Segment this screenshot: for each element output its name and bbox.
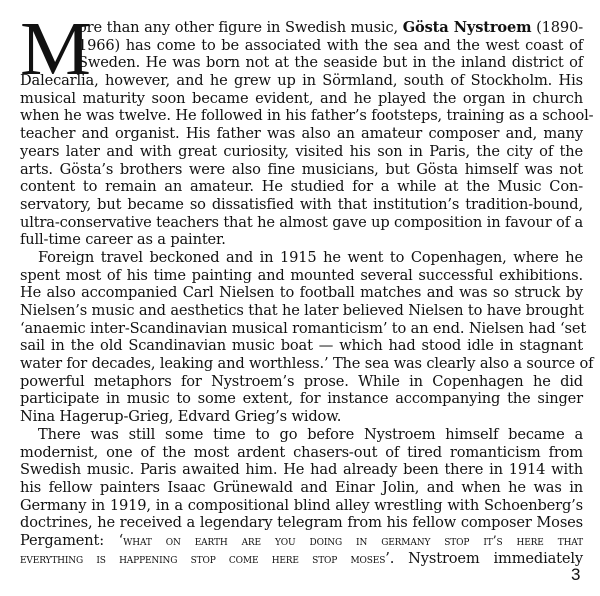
text-line (20, 532, 583, 550)
text-line (20, 196, 583, 214)
text-run: ultra-conservative teachers that he almost gave up composition in favour of a (20, 213, 583, 231)
text-line (20, 355, 594, 373)
telegram-text: what on earth are you doing in germany stop it’s here that (123, 532, 584, 548)
text-line (20, 107, 594, 125)
text-run: ‘anaemic inter-Scandinavian musical romanticism’ to an end. Nielsen had ‘set (20, 319, 587, 337)
text-run: sail in the old Scandinavian music boat — which had stood idle in stagnant (20, 337, 583, 355)
page-number: 3 (571, 565, 581, 584)
text-run: modernist, one of the most ardent chasers-out of tired romanticism from (20, 443, 583, 461)
text-run: Nielsen’s music and aesthetics that he later believed Nielsen to have brought (20, 302, 584, 319)
text-run: Sweden. He was born not at the seaside but in the inland district of (78, 54, 583, 72)
text-run: Pergament: ‘ (20, 531, 124, 549)
text-line (20, 143, 583, 161)
text-line (20, 408, 583, 426)
text-line (20, 497, 583, 515)
text-run: 1966) has come to be associated with the sea and the west coast of (78, 36, 583, 54)
text-run: content to remain an amateur. He studied for a while at the Music Con- (20, 178, 583, 196)
text-line (20, 373, 583, 391)
text-line (20, 479, 583, 497)
text-run: teacher and organist. His father was also an amateur composer and, many (20, 125, 583, 143)
text-line (20, 514, 583, 532)
text-line (20, 90, 583, 108)
text-line (20, 214, 583, 232)
text-run: There was still some time to go before Nystroem himself became a (38, 425, 583, 443)
text-line (20, 337, 583, 355)
text-line (20, 302, 583, 320)
text-line (20, 231, 583, 249)
body-text (20, 7, 594, 567)
text-run: ore than any other figure in Swedish music, (78, 19, 403, 36)
text-line (20, 178, 583, 196)
text-run: Germany in 1919, in a compositional blind alley wrestling with Schoenberg’s (20, 496, 583, 514)
text-run: ’. Nystroem immediately (385, 549, 583, 567)
text-line (20, 267, 583, 285)
text-run: He also accompanied Carl Nielsen to football matches and was so struck by (20, 284, 583, 302)
text-run: (1890- (531, 19, 583, 36)
text-line (20, 390, 583, 408)
text-line (20, 37, 583, 55)
text-line (20, 19, 583, 37)
bold-name: Gösta Nystroem (402, 19, 532, 36)
text-line (20, 284, 583, 302)
text-run: water for decades, leaking and worthless.’ The sea was clearly also a source of (20, 355, 594, 373)
text-run: musical maturity soon became evident, and he played the organ in church (20, 89, 583, 107)
text-run: full-time career as a painter. (20, 231, 226, 249)
text-line (20, 125, 583, 143)
text-line (20, 72, 583, 90)
text-run: Nina Hagerup-Grieg, Edvard Grieg’s widow. (20, 408, 342, 426)
text-line (20, 444, 583, 462)
text-run: his fellow painters Isaac Grünewald and Einar Jolin, and when he was in (20, 478, 583, 496)
text-run: participate in music to some extent, for instance accompanying the singer (20, 390, 583, 408)
text-line (20, 161, 583, 179)
text-run: arts. Gösta’s brothers were also fine musicians, but Gösta himself was not (20, 160, 583, 178)
text-line (20, 550, 583, 568)
text-run: spent most of his time painting and mounted several successful exhibitions. (20, 266, 583, 284)
text-run: doctrines, he received a legendary telegram from his fellow composer Moses (20, 514, 583, 532)
text-line (20, 461, 583, 479)
text-run: when he was twelve. He followed in his father’s footsteps, training as a school- (20, 107, 594, 125)
text-run: powerful metaphors for Nystroem’s prose. While in Copenhagen he did (20, 372, 583, 390)
text-line (20, 319, 587, 338)
text-run: Swedish music. Paris awaited him. He had already been there in 1914 with (20, 461, 583, 479)
text-run: servatory, but became so dissatisfied with that institution’s tradition-bound, (20, 195, 583, 213)
text-line (20, 54, 583, 72)
telegram-text: everything is happening stop come here stop moses (20, 550, 386, 566)
text-run: Foreign travel beckoned and in 1915 he went to Copenhagen, where he (38, 248, 583, 266)
text-run: Dalecarlia, however, and he grew up in Sörmland, south of Stockholm. His (20, 72, 583, 90)
drop-cap: M (20, 7, 91, 91)
text-run: years later and with great curiosity, visited his son in Paris, the city of the (20, 142, 583, 160)
text-line (20, 249, 583, 267)
text-line (20, 426, 583, 444)
